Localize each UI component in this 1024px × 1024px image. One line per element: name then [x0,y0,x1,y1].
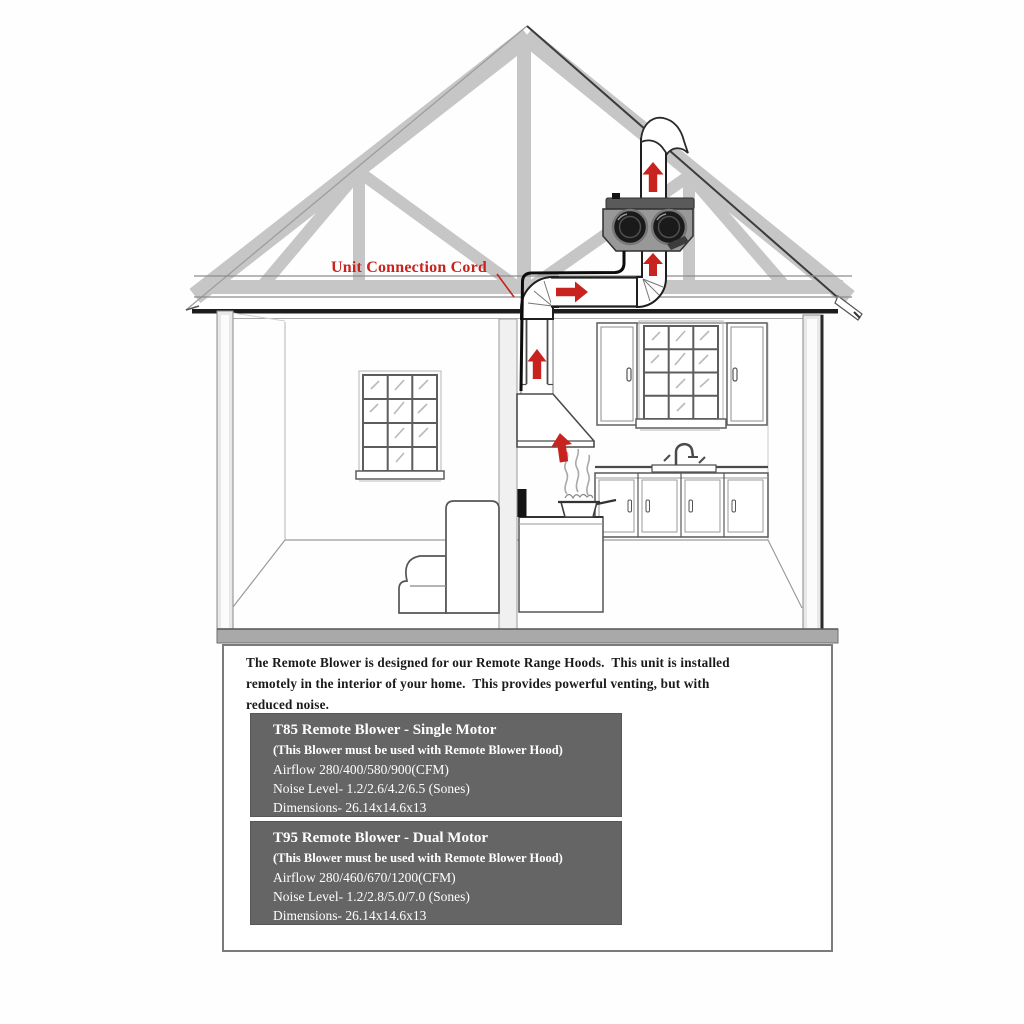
remote-blower-unit [603,193,694,251]
roof-truss [195,36,849,298]
cabinet-handle [627,368,631,381]
hood-canopy [517,394,594,447]
cord-outlet-panel [518,489,527,517]
product-dimensions: Dimensions- 26.14x14.6x13 [273,800,427,815]
left-wall-face [221,315,229,628]
armchair [399,501,499,613]
intro-line: reduced noise. [246,697,330,712]
window-sill [356,471,444,479]
product-noise-level: Noise Level- 1.2/2.6/4.2/6.5 (Sones) [273,781,470,796]
product-title: T85 Remote Blower - Single Motor [273,722,497,738]
right-wall-face [807,319,817,628]
window-sill [636,419,726,428]
kitchen-faucet [664,444,705,466]
range-hood [517,315,594,447]
blower-motor-inlet [613,210,647,244]
product-note: (This Blower must be used with Remote Blower Hood) [273,743,563,757]
upper-cabinet-right [727,323,767,425]
ceiling-band [192,309,838,314]
product-note: (This Blower must be used with Remote Blower Hood) [273,851,563,865]
spec-box-t85 [250,713,622,817]
steam [565,449,590,495]
intro-line: remotely in the interior of your home. This provides powerful venting, but with [246,676,710,691]
intro-line: The Remote Blower is designed for our Remote Range Hoods. This unit is installed [246,655,730,670]
product-title: T95 Remote Blower - Dual Motor [273,830,489,846]
cabinet-handle [733,368,737,381]
unit-connection-cord-label: Unit Connection Cord [331,259,488,276]
kitchen [517,315,802,612]
base-cabinets [595,465,768,537]
product-airflow: Airflow 280/460/670/1200(CFM) [273,870,456,885]
sink [652,465,716,472]
floor-band [217,629,838,643]
interior-divider-wall [499,319,517,632]
product-dimensions: Dimensions- 26.14x14.6x13 [273,908,427,923]
kitchen-window [636,321,726,430]
product-airflow: Airflow 280/400/580/900(CFM) [273,762,449,777]
living-room [233,313,499,613]
intro-paragraph [246,652,806,715]
product-noise-level: Noise Level- 1.2/2.8/5.0/7.0 (Sones) [273,889,470,904]
living-room-window [356,371,444,481]
spec-box-t95 [250,821,622,925]
upper-cabinet-left [597,323,637,425]
info-panel [222,644,833,952]
